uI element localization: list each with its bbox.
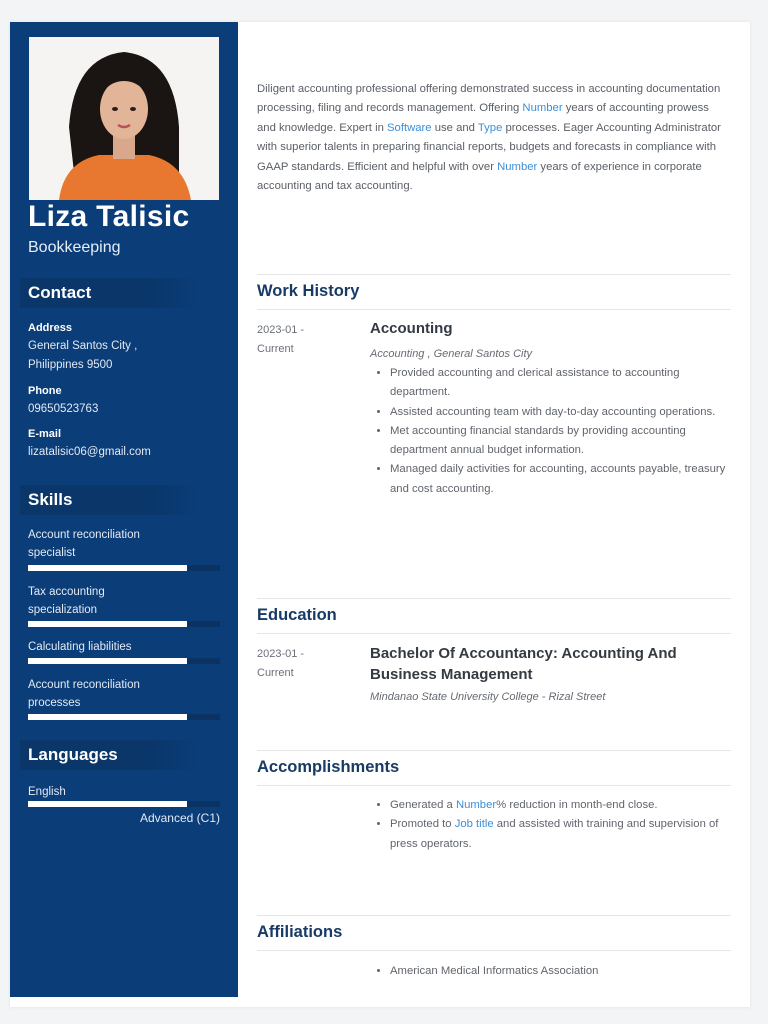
education-date-end: Current	[257, 667, 294, 679]
skill-4-fill	[28, 714, 187, 720]
divider	[257, 785, 731, 786]
contact-heading	[20, 278, 200, 308]
skill-4-bar	[28, 714, 220, 720]
email-label: E-mail	[28, 428, 62, 440]
work-date-start: 2023-01 -	[257, 324, 305, 336]
skill-2-line2: specialization	[28, 604, 98, 616]
skill-4-line2: processes	[28, 697, 81, 709]
summary-text-1: Diligent accounting professional offering demonstrated success in accounting documentation processing, filing and records management. Offering	[257, 83, 721, 115]
accomplishment-bullet	[390, 796, 735, 815]
language-1-level: Advanced (C1)	[139, 811, 220, 825]
skills-heading	[20, 485, 200, 515]
work-job-title: Accounting	[370, 320, 453, 337]
summary-link-1[interactable]: Number	[522, 102, 563, 115]
skill-2-fill	[28, 621, 187, 627]
work-bullet: • Assisted accounting team with day-to-day accounting operations.	[390, 403, 735, 422]
address-line2: Philippines 9500	[28, 359, 113, 371]
profile-role: Bookkeeping	[28, 239, 121, 256]
affiliations-heading: Affiliations	[257, 923, 343, 941]
summary-link-4[interactable]: Number	[497, 160, 538, 173]
accomplishment-bullet	[390, 815, 735, 854]
resume-page	[10, 22, 750, 1007]
summary-text-2: years of accounting prowess and knowledge. Expert in	[257, 102, 709, 134]
work-bullets	[370, 364, 735, 499]
skills-heading-text: Skills	[28, 490, 73, 509]
sidebar	[10, 22, 238, 997]
skill-1-bar	[28, 565, 220, 571]
skill-1-line2: specialist	[28, 547, 76, 559]
divider	[257, 598, 731, 599]
summary-text-4: processes. Eager Accounting Administrator with superior talents in preparing financial reports, budgets and forecasts in compliance with GAAP standards. Efficient and helpful with over	[257, 121, 721, 173]
divider	[257, 750, 731, 751]
divider	[257, 274, 731, 275]
work-date-end: Current	[257, 343, 294, 355]
language-1-fill	[28, 801, 187, 807]
phone-value: 09650523763	[28, 403, 99, 415]
education-date-start: 2023-01 -	[257, 648, 305, 660]
work-job-subtitle: Accounting , General Santos City	[370, 348, 533, 360]
profile-name: Liza Talisic	[28, 200, 190, 233]
accomplishment-1-pre: Generated a	[390, 799, 456, 811]
skill-3-line1: Calculating liabilities	[28, 641, 132, 653]
profile-photo	[29, 37, 219, 200]
languages-heading-text: Languages	[28, 745, 118, 764]
accomplishments-heading: Accomplishments	[257, 758, 400, 776]
accomplishment-2-post: and assisted with training and supervision of press operators.	[390, 818, 719, 850]
accomplishment-1-post: % reduction in month-end close.	[496, 799, 658, 811]
skill-4-line1: Account reconciliation	[28, 679, 140, 691]
skill-2-bar	[28, 621, 220, 627]
skill-1-fill	[28, 565, 187, 571]
skill-1-line1: Account reconciliation	[28, 529, 140, 541]
education-school: Mindanao State University College - Rizal Street	[370, 691, 606, 703]
language-1-bar	[28, 801, 220, 807]
email-value: lizatalisic06@gmail.com	[28, 446, 151, 458]
languages-heading	[20, 740, 200, 770]
skill-3-bar	[28, 658, 220, 664]
work-bullet: • Managed daily activities for accounting, accounts payable, treasury and cost accounting.	[390, 460, 735, 499]
accomplishment-2-link[interactable]: Job title	[454, 818, 494, 831]
address-line1: General Santos City ,	[28, 340, 138, 352]
divider	[257, 950, 731, 951]
education-heading: Education	[257, 606, 337, 624]
affiliations-bullets	[370, 962, 735, 981]
address-label: Address	[28, 322, 73, 334]
contact-heading-text: Contact	[28, 283, 92, 302]
divider	[257, 915, 731, 916]
accomplishment-2-pre: Promoted to	[390, 818, 455, 831]
work-history-heading: Work History	[257, 282, 360, 300]
divider	[257, 633, 731, 634]
summary-text-5: years of experience in corporate accounting and tax accounting.	[257, 160, 702, 193]
professional-summary	[257, 80, 727, 196]
phone-label: Phone	[28, 385, 62, 397]
summary-link-3[interactable]: Type	[477, 121, 503, 134]
accomplishments-bullets	[370, 796, 735, 854]
education-degree: Bachelor Of Accountancy: Accounting And Business Management	[370, 645, 677, 683]
affiliation-bullet: • American Medical Informatics Association	[390, 962, 735, 981]
summary-text-3: use and	[431, 121, 478, 134]
skill-3-fill	[28, 658, 187, 664]
work-bullet: • Provided accounting and clerical assistance to accounting department.	[390, 364, 735, 403]
divider	[257, 309, 731, 310]
accomplishment-1-link[interactable]: Number	[455, 799, 497, 811]
skill-2-line1: Tax accounting	[28, 586, 105, 598]
work-bullet: • Met accounting financial standards by providing accounting department annual budget information.	[390, 422, 735, 461]
language-1-name: English	[28, 786, 66, 798]
summary-link-2[interactable]: Software	[387, 121, 432, 134]
